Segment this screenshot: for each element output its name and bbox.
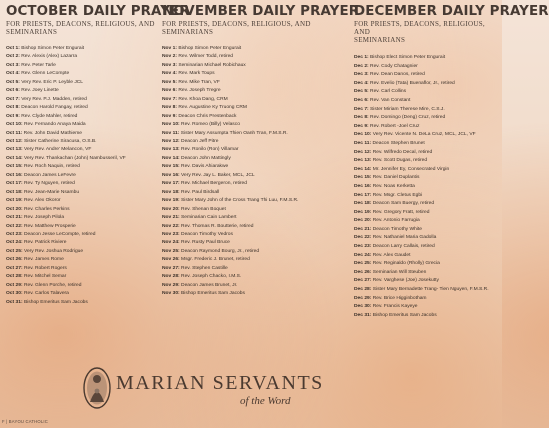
entry-date: Dec 31: bbox=[354, 312, 372, 318]
entry-date: Oct 15: bbox=[6, 164, 23, 170]
prayer-entry bbox=[6, 231, 156, 239]
prayer-entry bbox=[354, 303, 500, 312]
prayer-entry bbox=[162, 248, 337, 256]
entry-date: Oct 4: bbox=[6, 71, 20, 77]
october-title: OCTOBER DAILY PRAYER bbox=[6, 4, 190, 19]
prayer-entry bbox=[6, 79, 156, 87]
prayer-entry bbox=[162, 104, 337, 112]
entry-name: Bishop Emeritus Sam Jacobs bbox=[372, 312, 437, 318]
prayer-entry bbox=[6, 87, 156, 95]
november-column bbox=[162, 4, 360, 299]
prayer-entry bbox=[354, 312, 500, 321]
entry-date: Oct 12: bbox=[6, 138, 23, 144]
prayer-entry bbox=[6, 214, 156, 222]
december-subtitle-line1: FOR PRIESTS, DEACONS, RELIGIOUS, AND bbox=[354, 20, 485, 36]
prayer-entry bbox=[354, 140, 500, 149]
entry-name: Rev. James Rome bbox=[23, 257, 64, 263]
prayer-entry bbox=[354, 183, 500, 192]
entry-date: Oct 20: bbox=[6, 206, 23, 212]
prayer-entry bbox=[6, 155, 156, 163]
entry-name: Bishop Emeritus Sam Jacobs bbox=[181, 291, 245, 297]
prayer-entry bbox=[162, 70, 337, 78]
entry-date: Nov 17: bbox=[162, 181, 180, 187]
entry-name: Rev. Glenn LeCompte bbox=[21, 71, 70, 77]
entry-name: Bishop Simon Peter Engurait bbox=[178, 46, 242, 51]
entry-name: Rev. Robert Rogers bbox=[23, 265, 67, 271]
entry-date: Dec 17: bbox=[354, 192, 372, 198]
prayer-entry bbox=[354, 269, 500, 278]
entry-name: Very Rev. Andre' Melancon, VF bbox=[23, 147, 92, 153]
entry-name: Sister Miriam Therese Mire, C.S.J. bbox=[370, 106, 445, 112]
november-title: NOVEMBER DAILY PRAYER bbox=[162, 4, 360, 19]
entry-date: Oct 6: bbox=[6, 88, 20, 94]
entry-date: Oct 9: bbox=[6, 113, 20, 119]
prayer-entry bbox=[162, 163, 337, 171]
entry-name: Rev. Alex Gaudet bbox=[372, 252, 411, 258]
prayer-entry bbox=[354, 192, 500, 201]
prayer-entry bbox=[162, 197, 337, 205]
entry-name: Rev. Brice Higginbotham bbox=[372, 295, 427, 301]
prayer-entry bbox=[162, 113, 337, 121]
entry-date: Dec 1: bbox=[354, 55, 369, 60]
entry-date: Nov 28: bbox=[162, 274, 180, 280]
entry-name: Rev. Rusty Paul Bruce bbox=[181, 240, 230, 246]
entry-date: Nov 13: bbox=[162, 147, 180, 153]
entry-name: Rev. Paul Birdsall bbox=[181, 189, 220, 195]
entry-date: Nov 8: bbox=[162, 105, 177, 111]
prayer-entry bbox=[354, 54, 500, 63]
prayer-entry bbox=[162, 256, 337, 264]
entry-name: Rev. Carl Collins bbox=[370, 89, 407, 95]
entry-name: Rev. Ronilo (Ron) Villamar bbox=[181, 147, 239, 153]
prayer-entry bbox=[162, 138, 337, 146]
entry-name: Rev. Davis Ahiarakwe bbox=[181, 164, 229, 170]
entry-date: Oct 17: bbox=[6, 181, 23, 187]
entry-date: Nov 29: bbox=[162, 282, 180, 288]
entry-date: Oct 21: bbox=[6, 215, 23, 221]
prayer-entry bbox=[354, 200, 500, 209]
entry-name: Rev. Dean Danos, retired bbox=[370, 72, 425, 78]
entry-date: Dec 30: bbox=[354, 304, 372, 310]
entry-date: Oct 3: bbox=[6, 62, 20, 68]
entry-date: Nov 16: bbox=[162, 172, 180, 178]
entry-name: Rev. Msgr. Cletus Egbi bbox=[372, 192, 423, 198]
entry-name: Rev. Joey Linette bbox=[21, 88, 59, 94]
prayer-entry bbox=[6, 299, 156, 307]
prayer-entry bbox=[162, 239, 337, 247]
entry-date: Nov 1: bbox=[162, 46, 177, 51]
entry-name: Rev. Domingo (Deng) Cruz, retired bbox=[370, 115, 446, 121]
prayer-entry bbox=[354, 88, 500, 97]
entry-date: Dec 8: bbox=[354, 115, 369, 121]
prayer-entry bbox=[6, 256, 156, 264]
prayer-entry bbox=[6, 197, 156, 205]
entry-date: Nov 27: bbox=[162, 265, 180, 271]
entry-date: Nov 10: bbox=[162, 122, 180, 128]
prayer-entry bbox=[6, 180, 156, 188]
entry-date: Nov 26: bbox=[162, 257, 180, 263]
entry-name: Rev. Charles Perkins bbox=[23, 206, 70, 212]
entry-date: Dec 25: bbox=[354, 261, 372, 267]
entry-date: Dec 2: bbox=[354, 63, 369, 69]
prayer-entry bbox=[354, 260, 500, 269]
entry-date: Oct 8: bbox=[6, 105, 20, 111]
prayer-entry bbox=[6, 223, 156, 231]
entry-name: Rev. Van Constant bbox=[370, 97, 411, 103]
entry-date: Dec 26: bbox=[354, 269, 372, 275]
entry-name: Rev. Mitchel Semar bbox=[23, 274, 67, 280]
prayer-entry bbox=[354, 149, 500, 158]
entry-name: Rev. Clyde Mahler, retired bbox=[21, 113, 78, 119]
prayer-entry bbox=[162, 79, 337, 87]
entry-name: Rev. Reginaldo (Rholly) Grecia bbox=[372, 261, 440, 267]
entry-name: Sister Mary Assumpta Thien Oanh Tran, F.M.S.R. bbox=[180, 130, 288, 136]
entry-name: Rev. Michael Bergeron, retired bbox=[181, 181, 247, 187]
entry-date: Oct 25: bbox=[6, 248, 23, 254]
november-subtitle bbox=[162, 20, 337, 36]
entry-name: Very Rev. Vicente N. DeLa Cruz, MCL, JCL, VF bbox=[372, 132, 476, 138]
entry-name: Very Rev. P.J. Madden, retired bbox=[21, 96, 87, 102]
entry-name: Deacon Chris Prestenback bbox=[178, 113, 237, 119]
entry-date: Nov 11: bbox=[162, 130, 180, 136]
prayer-entry bbox=[354, 243, 500, 252]
prayer-entry bbox=[354, 252, 500, 261]
entry-date: Dec 9: bbox=[354, 123, 369, 129]
prayer-entry bbox=[162, 273, 337, 281]
december-column bbox=[354, 4, 549, 320]
entry-date: Oct 24: bbox=[6, 240, 23, 246]
entry-date: Oct 5: bbox=[6, 79, 20, 85]
prayer-entry bbox=[6, 62, 156, 70]
prayer-entry bbox=[162, 206, 337, 214]
entry-name: Rev. Robert -Joel Cruz bbox=[370, 123, 420, 129]
entry-name: Seminarian Michael Robichaux bbox=[178, 62, 246, 68]
prayer-entry bbox=[354, 174, 500, 183]
prayer-entry bbox=[162, 53, 337, 61]
prayer-entry bbox=[162, 45, 337, 53]
entry-name: Sister Mary Bernadette Trang- Tien Nguyen, F.M.S.R. bbox=[372, 287, 489, 293]
entry-date: Oct 7: bbox=[6, 96, 20, 102]
entry-date: Dec 15: bbox=[354, 175, 372, 181]
entry-name: Rev. Jean-Marie Nsambu bbox=[23, 189, 80, 195]
entry-name: Rev. Cody Chatagnier bbox=[370, 63, 418, 69]
entry-date: Dec 10: bbox=[354, 132, 372, 138]
prayer-entry bbox=[354, 131, 500, 140]
entry-date: Nov 18: bbox=[162, 189, 180, 195]
entry-name: Rev. Shenan Boquet bbox=[181, 206, 226, 212]
page-footer: F | BAYOU CATHOLIC bbox=[2, 419, 48, 424]
entry-date: Nov 25: bbox=[162, 248, 180, 254]
entry-date: Dec 5: bbox=[354, 89, 369, 95]
prayer-entry bbox=[354, 157, 500, 166]
prayer-entry bbox=[354, 234, 500, 243]
prayer-entry bbox=[162, 180, 337, 188]
entry-name: Rev. Matthew Prosperie bbox=[23, 223, 76, 229]
prayer-entry bbox=[6, 70, 156, 78]
prayer-entry bbox=[354, 71, 500, 80]
prayer-entry bbox=[162, 130, 337, 138]
entry-date: Dec 27: bbox=[354, 278, 372, 284]
entry-date: Dec 13: bbox=[354, 158, 372, 164]
prayer-entry bbox=[354, 295, 500, 304]
entry-name: Deacon Jeff Pitre bbox=[181, 138, 219, 144]
entry-name: Rev. Romeo (Billy) Velasco bbox=[181, 122, 240, 128]
prayer-entry bbox=[162, 62, 337, 70]
entry-date: Nov 4: bbox=[162, 71, 177, 77]
prayer-entry bbox=[6, 290, 156, 298]
entry-date: Nov 2: bbox=[162, 54, 177, 60]
entry-date: Oct 29: bbox=[6, 282, 23, 288]
entry-name: Rev. Alex Okoror bbox=[23, 198, 61, 204]
entry-name: Rev. Peter Tarle bbox=[21, 62, 56, 68]
prayer-entry bbox=[6, 138, 156, 146]
entry-date: Nov 21: bbox=[162, 215, 180, 221]
prayer-entry bbox=[162, 290, 337, 298]
entry-date: Oct 13: bbox=[6, 147, 23, 153]
december-subtitle-line2: SEMINARIANS bbox=[354, 36, 406, 44]
entry-date: Nov 12: bbox=[162, 138, 180, 144]
entry-date: Nov 30: bbox=[162, 291, 180, 297]
entry-name: Seminarian Will Steuben bbox=[372, 269, 427, 275]
madonna-emblem-icon bbox=[82, 366, 112, 410]
entry-name: Rev. Francis Kayeye bbox=[372, 304, 418, 310]
prayer-entry bbox=[6, 163, 156, 171]
entry-date: Dec 16: bbox=[354, 183, 372, 189]
prayer-entry bbox=[6, 239, 156, 247]
logo-title: MARIAN SERVANTS bbox=[116, 372, 324, 394]
entry-name: Rev. Nathaniel Maria Gadolla bbox=[372, 235, 437, 241]
entry-date: Dec 19: bbox=[354, 209, 372, 215]
prayer-entry bbox=[6, 248, 156, 256]
entry-name: Rev. Glenn Porche, retired bbox=[23, 282, 82, 288]
entry-name: Rev. Antonio Farrugia bbox=[372, 218, 420, 224]
entry-name: Rev. Joseph Tregre bbox=[178, 88, 221, 94]
marian-servants-logo bbox=[82, 364, 422, 414]
prayer-entry bbox=[354, 63, 500, 72]
entry-name: Rev. Carlos Talavera bbox=[23, 291, 69, 297]
prayer-entry bbox=[354, 217, 500, 226]
prayer-entry bbox=[354, 277, 500, 286]
prayer-entry bbox=[6, 113, 156, 121]
prayer-entry bbox=[6, 121, 156, 129]
prayer-entry bbox=[162, 223, 337, 231]
entry-name: Sister Mary John of the Cross Trang Thi Luu, F.M.S.R. bbox=[181, 198, 299, 204]
logo-subtitle: of the Word bbox=[240, 395, 291, 407]
october-prayer-list bbox=[6, 45, 156, 307]
entry-name: Deacon James LeFevre bbox=[23, 172, 76, 178]
prayer-entry bbox=[162, 189, 337, 197]
entry-date: Nov 7: bbox=[162, 96, 177, 102]
entry-name: Rev. Joseph Chacko, I.M.S. bbox=[181, 274, 242, 280]
prayer-entry bbox=[162, 96, 337, 104]
entry-date: Oct 19: bbox=[6, 198, 23, 204]
entry-name: Deacon Larry Callais, retired bbox=[372, 244, 435, 250]
entry-date: Oct 30: bbox=[6, 291, 23, 297]
prayer-entry bbox=[6, 96, 156, 104]
prayer-entry bbox=[354, 209, 500, 218]
entry-name: Rev. Alexis (Alex) Lazarra bbox=[21, 54, 78, 60]
prayer-entry bbox=[162, 121, 337, 129]
entry-name: Rev. Mark Toups bbox=[178, 71, 215, 77]
prayer-entry bbox=[354, 80, 500, 89]
entry-date: Nov 23: bbox=[162, 231, 180, 237]
prayer-entry bbox=[354, 114, 500, 123]
prayer-entry bbox=[162, 155, 337, 163]
entry-date: Nov 22: bbox=[162, 223, 180, 229]
entry-name: Deacon James Brunet, Jr. bbox=[181, 282, 238, 288]
entry-date: Nov 9: bbox=[162, 113, 177, 119]
entry-name: Rev. Evelio (Tata) Buenaflor, Jr., retired bbox=[370, 80, 455, 86]
entry-name: Rev. Roch Naquin, retired bbox=[23, 164, 80, 170]
entry-name: Rev. Khoa Dang, CRM bbox=[178, 96, 228, 102]
entry-name: Very Rev. Thankachan (John) Nambusseril, VF bbox=[23, 155, 126, 161]
entry-date: Dec 14: bbox=[354, 166, 372, 172]
entry-date: Dec 6: bbox=[354, 97, 369, 103]
prayer-entry bbox=[6, 265, 156, 273]
entry-name: Rev. Gregory Fratt, retired bbox=[372, 209, 430, 215]
entry-name: Rev. Daniel Duplantis bbox=[372, 175, 420, 181]
entry-name: Deacon Timothy Vedros bbox=[181, 231, 233, 237]
entry-name: Bishop Elect Simon Peter Engurait bbox=[370, 55, 446, 60]
entry-name: Rev. Thomas R. Boutterie, retired bbox=[181, 223, 254, 229]
prayer-entry bbox=[354, 106, 500, 115]
entry-date: Dec 4: bbox=[354, 80, 369, 86]
entry-date: Oct 1: bbox=[6, 46, 20, 51]
entry-date: Oct 18: bbox=[6, 189, 23, 195]
entry-name: Rev. Stephen Castille bbox=[181, 265, 228, 271]
november-prayer-list bbox=[162, 45, 337, 299]
december-subtitle bbox=[354, 20, 500, 44]
entry-date: Nov 14: bbox=[162, 155, 180, 161]
entry-date: Nov 20: bbox=[162, 206, 180, 212]
entry-name: Deacon Raymond Bourg, Jr., retired bbox=[181, 248, 260, 254]
entry-date: Dec 23: bbox=[354, 244, 372, 250]
entry-date: Oct 23: bbox=[6, 231, 23, 237]
entry-name: Deacon Jesse LeCompte, retired bbox=[23, 231, 96, 237]
entry-date: Nov 15: bbox=[162, 164, 180, 170]
entry-name: Sister Catherine Siracusa, O.S.B. bbox=[23, 138, 97, 144]
entry-name: Msgr. Frederic J. Brunet, retired bbox=[181, 257, 250, 263]
entry-name: Rev. John David Mathieme bbox=[23, 130, 83, 136]
entry-name: Deacon Harold Fangay, retired bbox=[21, 105, 88, 111]
prayer-entry bbox=[354, 97, 500, 106]
entry-name: Mr. Jennifer Ey, Consecrated Virgin bbox=[372, 166, 450, 172]
november-subtitle-line2: SEMINARIANS bbox=[162, 28, 214, 36]
entry-date: Dec 29: bbox=[354, 295, 372, 301]
prayer-entry bbox=[354, 286, 500, 295]
entry-name: Rev. Patrick Riviere bbox=[23, 240, 67, 246]
december-title: DECEMBER DAILY PRAYER bbox=[354, 4, 549, 19]
prayer-entry bbox=[6, 45, 156, 53]
entry-date: Oct 28: bbox=[6, 274, 23, 280]
entry-name: Deacon Stephen Brunet bbox=[372, 140, 425, 146]
entry-date: Oct 14: bbox=[6, 155, 23, 161]
prayer-entry bbox=[6, 53, 156, 61]
entry-date: Oct 2: bbox=[6, 54, 20, 60]
entry-date: Oct 31: bbox=[6, 299, 23, 305]
prayer-entry bbox=[162, 265, 337, 273]
entry-date: Dec 21: bbox=[354, 226, 372, 232]
entry-date: Dec 12: bbox=[354, 149, 372, 155]
entry-date: Dec 24: bbox=[354, 252, 372, 258]
prayer-entry bbox=[162, 214, 337, 222]
entry-name: Very Rev. Jay L. Baker, MCL, JCL bbox=[181, 172, 255, 178]
entry-name: Seminarian Cain Lambert bbox=[181, 215, 237, 221]
entry-name: Deacon Timothy White bbox=[372, 226, 422, 232]
entry-date: Oct 27: bbox=[6, 265, 23, 271]
entry-date: Dec 11: bbox=[354, 140, 372, 146]
entry-name: Bishop Emeritus Sam Jacobs bbox=[23, 299, 88, 305]
prayer-entry bbox=[6, 189, 156, 197]
entry-date: Dec 28: bbox=[354, 287, 372, 293]
entry-name: Very Rev. Eric P. Leyble JCL bbox=[21, 79, 84, 85]
october-subtitle bbox=[6, 20, 156, 36]
october-subtitle-line1: FOR PRIESTS, DEACONS, RELIGIOUS, AND bbox=[6, 20, 155, 28]
entry-name: Rev. Wilmer Todd, retired bbox=[178, 54, 234, 60]
entry-date: Nov 5: bbox=[162, 79, 177, 85]
entry-date: Oct 11: bbox=[6, 130, 23, 136]
prayer-entry bbox=[6, 206, 156, 214]
prayer-entry bbox=[162, 172, 337, 180]
entry-date: Dec 18: bbox=[354, 201, 372, 207]
entry-name: Rev. Ty Nguyen, retired bbox=[23, 181, 75, 187]
prayer-entry bbox=[162, 146, 337, 154]
entry-date: Nov 19: bbox=[162, 198, 180, 204]
november-subtitle-line1: FOR PRIESTS, DEACONS, RELIGIOUS, AND bbox=[162, 20, 311, 28]
entry-date: Oct 26: bbox=[6, 257, 23, 263]
prayer-entry bbox=[354, 226, 500, 235]
prayer-entry bbox=[162, 87, 337, 95]
entry-date: Dec 20: bbox=[354, 218, 372, 224]
prayer-entry bbox=[6, 282, 156, 290]
entry-name: Rev. Noas Kerketta bbox=[372, 183, 415, 189]
entry-name: Rev. Fernando Anaya Maida bbox=[23, 122, 86, 128]
prayer-entry bbox=[6, 172, 156, 180]
december-prayer-list bbox=[354, 54, 500, 320]
entry-name: Rev. Varghese (Joe) Josekutty bbox=[372, 278, 439, 284]
october-subtitle-line2: SEMINARIANS bbox=[6, 28, 58, 36]
entry-date: Nov 6: bbox=[162, 88, 177, 94]
entry-name: Rev. Augustine Ky Truong CRM bbox=[178, 105, 247, 111]
prayer-entry bbox=[6, 104, 156, 112]
entry-name: Rev. Joseph Pilola bbox=[23, 215, 65, 221]
entry-name: Rev. Mike Tran, VF bbox=[178, 79, 220, 85]
prayer-entry bbox=[162, 231, 337, 239]
entry-date: Oct 22: bbox=[6, 223, 23, 229]
entry-name: Rev. Scott Dugas, retired bbox=[372, 158, 428, 164]
entry-date: Dec 3: bbox=[354, 72, 369, 78]
prayer-entry bbox=[354, 166, 500, 175]
prayer-entry bbox=[6, 273, 156, 281]
prayer-entry bbox=[6, 130, 156, 138]
entry-date: Dec 7: bbox=[354, 106, 369, 112]
entry-date: Nov 3: bbox=[162, 62, 177, 68]
prayer-entry bbox=[6, 146, 156, 154]
entry-name: Rev. Wilfredo Decal, retired bbox=[372, 149, 433, 155]
entry-name: Deacon Sam Buergy, retired bbox=[372, 201, 435, 207]
entry-date: Dec 22: bbox=[354, 235, 372, 241]
entry-name: Deacon John Mattingly bbox=[181, 155, 231, 161]
prayer-entry bbox=[162, 282, 337, 290]
entry-name: Bishop Simon Peter Engurait bbox=[21, 46, 85, 51]
entry-date: Nov 24: bbox=[162, 240, 180, 246]
entry-date: Oct 16: bbox=[6, 172, 23, 178]
prayer-entry bbox=[354, 123, 500, 132]
entry-date: Oct 10: bbox=[6, 122, 23, 128]
entry-name: Very Rev. Joshua Rodrigue bbox=[23, 248, 84, 254]
